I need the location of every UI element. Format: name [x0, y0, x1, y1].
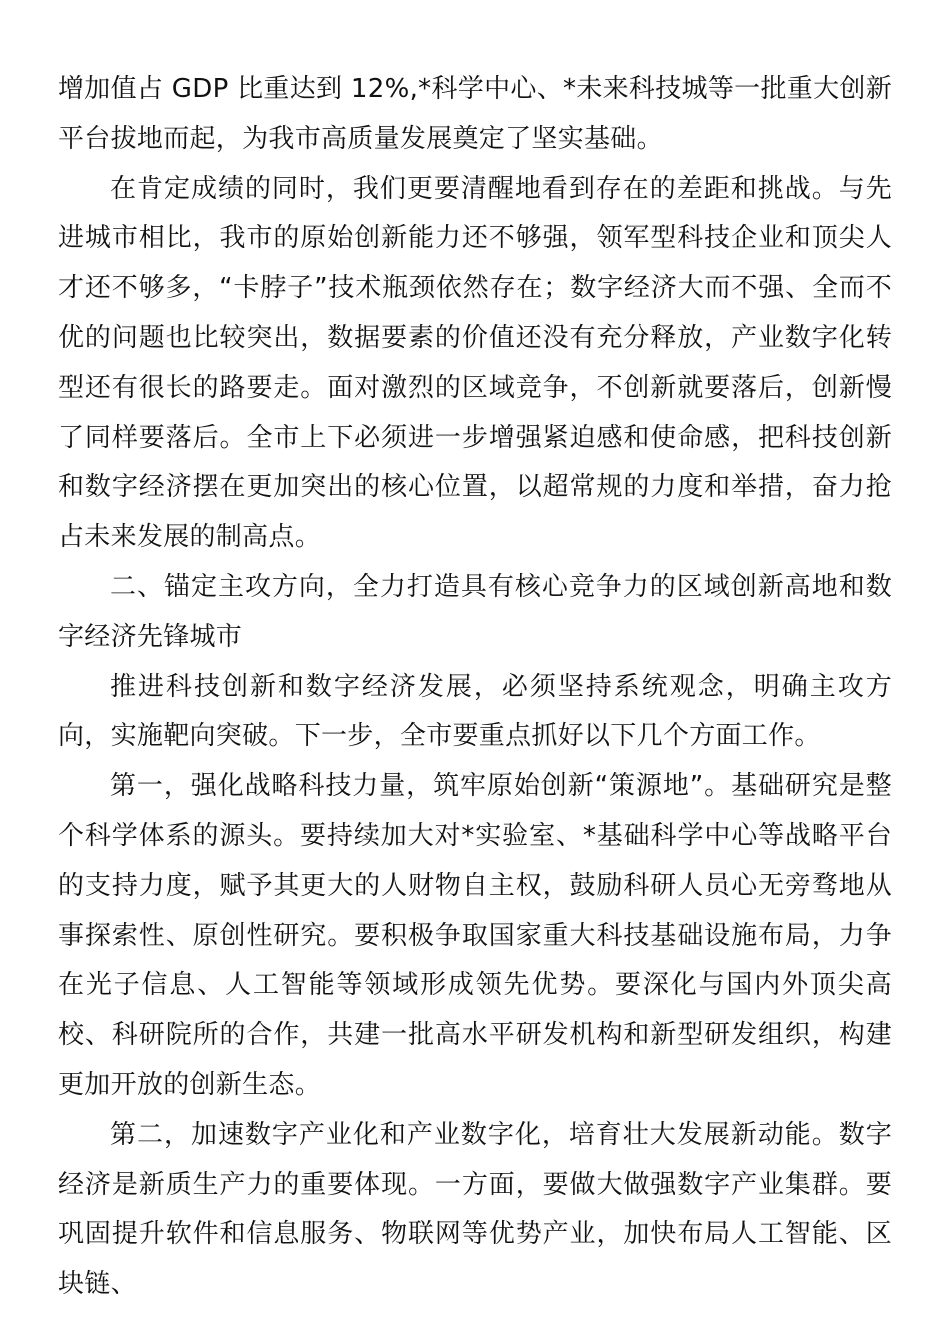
section-heading-2: 二、锚定主攻方向，全力打造具有核心竞争力的区域创新高地和数字经济先锋城市	[58, 571, 892, 652]
paragraph-6: 第二，加速数字产业化和产业数字化，培育壮大发展新动能。数字经济是新质生产力的重要体现。一方面，要做大做强数字产业集群。要巩固提升软件和信息服务、物联网等优势产业，加快布局人工智能、区块链、	[58, 1119, 892, 1300]
paragraph-2: 在肯定成绩的同时，我们更要清醒地看到存在的差距和挑战。与先进城市相比，我市的原始创新能力还不够强，领军型科技企业和顶尖人才还不够多，“卡脖子”技术瓶颈依然存在；数字经济大而不强、全而不优的问题也比较突出，数据要素的价值还没有充分释放，产业数字化转型还有很长的路要走。面对激烈的区域竞争，不创新就要落后，创新慢了同样要落后。全市上下必须进一步增强紧迫感和使命感，把科技创新和数字经济摆在更加突出的核心位置，以超常规的力度和举措，奋力抢占未来发展的制高点。	[58, 173, 892, 553]
document-body	[58, 65, 892, 1310]
paragraph-5: 第一，强化战略科技力量，筑牢原始创新“策源地”。基础研究是整个科学体系的源头。要持续加大对*实验室、*基础科学中心等战略平台的支持力度，赋予其更大的人财物自主权，鼓励科研人员心无旁骛地从事探索性、原创性研究。要积极争取国家重大科技基础设施布局，力争在光子信息、人工智能等领域形成领先优势。要深化与国内外顶尖高校、科研院所的合作，共建一批高水平研发机构和新型研发组织，构建更加开放的创新生态。	[58, 771, 892, 1100]
paragraph-4: 推进科技创新和数字经济发展，必须坚持系统观念，明确主攻方向，实施靶向突破。下一步，全市要重点抓好以下几个方面工作。	[58, 671, 892, 752]
paragraph-1: 增加值占 GDP 比重达到 12%,*科学中心、*未来科技城等一批重大创新平台拔地而起，为我市高质量发展奠定了坚实基础。	[58, 74, 892, 154]
